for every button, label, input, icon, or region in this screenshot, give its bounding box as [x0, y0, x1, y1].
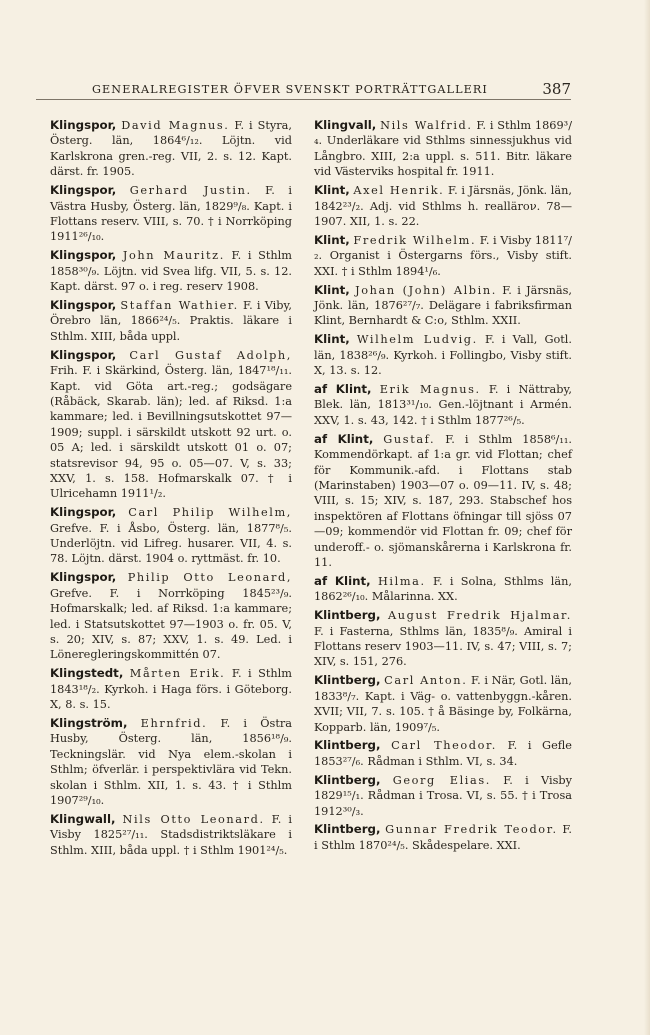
entry-details: F. i När, Gotl. län, 1833⁸/₇. Kapt. i Väg- o. vattenbyggn.-kåren. XVII; VII, 7. s. 105. † å Bäsinge by, Folkärna, Kopparb. län, 1909⁷/₅.: [314, 674, 573, 734]
entry-surname: Klint,: [314, 332, 350, 347]
entry-given-names: Mårten Erik.: [129, 667, 226, 681]
register-entry: [50, 248, 292, 294]
entry-surname: Klint,: [314, 232, 350, 247]
entry-given-names: Johan (John) Albin.: [355, 283, 497, 297]
entry-given-names: Gunnar Fredrik Teodor.: [385, 823, 558, 837]
entry-surname: Klingspor,: [50, 248, 117, 263]
entry-given-names: Nils Walfrid.: [380, 119, 473, 132]
entry-given-names: Carl Gustaf Adolph,: [129, 348, 293, 362]
entry-details: Grefve. F. i Åsbo, Österg. län, 1877⁸/₅. Underlöjtn. vid Lifreg. husarer. VII, 4. s. 78. Löjtn. därst. 1904 o. ryttmäst. fr. 10.: [50, 521, 292, 566]
register-entry: [50, 570, 292, 662]
entry-given-names: Ehrnfrid.: [140, 717, 208, 731]
entry-surname: Klingstedt,: [50, 666, 124, 681]
register-entry: [314, 332, 572, 378]
entry-details: Frih. F. i Skärkind, Österg. län, 1847¹⁸/₁₁. Kapt. vid Göta art.-reg.; godsägare (Råbäck, Skarab. län); led. af Riksd. 1:a kammare; led. i Bevillningsutskottet 97—1909; suppl. i särskildt utskott 92 urt. o. 05 A; led. i särskildt utskott 01 o. 07; statsrevisor 94, 95 o. 05—07. V, s. 33; XXV, 1. s. 158. Hofmarskalk 07. † i Ulricehamn 1911¹/₂.: [50, 364, 292, 501]
register-entry: [50, 183, 292, 245]
register-entry: [50, 118, 292, 180]
entry-given-names: Carl Philip Wilhelm,: [128, 506, 293, 520]
register-entry: [314, 283, 572, 329]
entry-given-names: John Mauritz.: [122, 249, 225, 263]
entry-details: F. i Viby, Örebro län, 1866²⁴/₅. Praktis. läkare i Sthlm. XIII, båda uppl.: [50, 298, 292, 343]
entry-given-names: Georg Elias.: [392, 773, 491, 787]
entry-surname: Klingspor,: [50, 570, 117, 585]
entry-surname: af Klint,: [314, 382, 372, 396]
register-entry: [50, 348, 292, 502]
entry-details: F. i Sthlm 1858⁶/₁₁. Kommendörkapt. af 1:a gr. vid Flottan; chef för Kommunik.-afd. i Flottans stab (Marinstaben) 1903—07 o. 09—11. IV, s. 48; VIII, s. 15; XIV, s. 187, 293. Stabschef hos inspektören af Flottans öfningar till sjöss 07—09; kommendör vid Flottan fr. 09; chef för underoff.- o. sjömanskårerna i Karlskrona fr. 11.: [314, 432, 572, 569]
register-entry: [50, 666, 292, 712]
entry-given-names: Staffan Wathier.: [120, 298, 239, 312]
entry-given-names: August Fredrik Hjalmar.: [387, 609, 572, 623]
register-entry: [314, 432, 572, 571]
entry-surname: Klingspor,: [50, 183, 117, 198]
entry-surname: Klintberg,: [314, 608, 381, 623]
entry-details: F. i Visby 1825²⁷/₁₁. Stadsdistriktsläkare i Sthlm. XIII, båda uppl. † i Sthlm 1901²⁴/₅.: [50, 812, 292, 857]
entry-details: F. i Järsnäs, Jönk. län, 1876²⁷/₇. Delägare i fabriksfirman Klint, Bernhardt & C:o, Sthlm. XXII.: [314, 283, 572, 328]
page-edge-shadow: [644, 0, 650, 1035]
entry-given-names: Wilhelm Ludvig.: [356, 333, 478, 347]
register-entry: [50, 812, 292, 858]
entry-surname: Klintberg,: [314, 738, 381, 753]
entry-given-names: Gustaf.: [383, 432, 436, 446]
entry-surname: Klingspor,: [50, 297, 117, 312]
entry-surname: af Klint,: [314, 573, 371, 588]
register-entry: [50, 298, 292, 344]
entry-surname: Klintberg,: [314, 673, 381, 688]
register-entry: [50, 505, 292, 567]
page-number: 387: [542, 80, 571, 98]
entry-details: F. i Solna, Sthlms län, 1862²⁶/₁₀. Målarinna. XX.: [314, 574, 572, 604]
entry-given-names: Erik Magnus.: [379, 383, 481, 396]
register-entry: [50, 716, 292, 808]
entry-surname: Klingspor,: [50, 347, 117, 362]
header-rule: [36, 99, 571, 100]
entry-given-names: Axel Henrik.: [353, 184, 445, 198]
entry-details: F. i Visby 1811⁷/₂. Organist i Östergarns förs., Visby stift. XXI. † i Sthlm 1894¹/₆.: [314, 233, 572, 278]
entry-given-names: Carl Theodor.: [391, 739, 497, 753]
running-title: GENERALREGISTER ÖFVER SVENSKT PORTRÄTTGALLERI: [92, 83, 488, 96]
left-column: [50, 118, 292, 862]
entry-given-names: David Magnus.: [121, 119, 230, 132]
register-entry: [314, 233, 572, 279]
entry-details: F. i Styra, Österg. län, 1864⁶/₁₂. Löjtn. vid Karlskrona gren.-reg. VII, 2. s. 12. Kapt. därst. fr. 1905.: [50, 119, 293, 179]
entry-surname: Klingwall,: [50, 811, 116, 826]
entry-surname: Klingvall,: [314, 118, 377, 132]
entry-details: F. i Sthlm 1858³⁰/₉. Löjtn. vid Svea lifg. VII, 5. s. 12. Kapt. därst. 97 o. i reg. reserv 1908.: [50, 249, 293, 294]
entry-given-names: Carl Anton.: [384, 674, 468, 688]
entry-details: F. i Sthlm 1870²⁴/₅. Skådespelare. XXI.: [314, 823, 573, 852]
entry-details: F. i Nättraby, Blek. län, 1813³¹/₁₀. Gen.-löjtnant i Armén. XXV, 1. s. 43, 142. † i Sthlm 1877²⁶/₅.: [314, 383, 572, 427]
register-entry: [314, 773, 572, 819]
entry-given-names: Nils Otto Leonard.: [122, 812, 265, 826]
register-entry: [314, 574, 572, 605]
register-entry: [314, 822, 572, 853]
entry-details: F. i Visby 1829¹⁵/₁. Rådman i Trosa. VI, s. 55. † i Trosa 1912³⁰/₃.: [314, 773, 572, 818]
entry-details: F. i Fasterna, Sthlms län, 1835⁸/₉. Amiral i Flottans reserv 1903—11. IV, s. 47; VIII, s. 7; XIV, s. 151, 276.: [314, 624, 572, 669]
entry-surname: af Klint,: [314, 431, 374, 446]
register-entry: [314, 738, 572, 769]
entry-surname: Klingspor,: [50, 118, 117, 132]
entry-given-names: Fredrik Wilhelm.: [353, 233, 477, 247]
entry-details: F. i Sthlm 1869³/₄. Underläkare vid Sthlms sinnessjukhus vid Långbro. XIII, 2:a uppl. s. 511. Bitr. läkare vid Västerviks hospital fr. 1911.: [314, 119, 572, 179]
entry-surname: Klint,: [314, 183, 350, 198]
entry-details: F. i Järsnäs, Jönk. län, 1842²³/₂. Adj. vid Sthlms h. realläroν. 78—1907. XII, 1. s. 22.: [314, 184, 573, 228]
entry-details: F. i Sthlm 1843¹⁸/₂. Kyrkoh. i Haga förs. i Göteborg. X, 8. s. 15.: [50, 667, 292, 712]
entry-surname: Klintberg,: [314, 772, 381, 787]
entry-details: F. i Vall, Gotl. län, 1838²⁶/₉. Kyrkoh. i Follingbo, Visby stift. X, 13. s. 12.: [314, 333, 573, 378]
register-entry: [314, 118, 572, 180]
entry-given-names: Philip Otto Leonard,: [127, 571, 293, 585]
entry-details: F. i Västra Husby, Österg. län, 1829⁹/₈. Kapt. i Flottans reserv. VIII, s. 70. † i Norrköping 1911²⁶/₁₀.: [50, 184, 292, 244]
entry-given-names: Hilma.: [377, 574, 426, 588]
entry-surname: Klintberg,: [314, 822, 381, 837]
register-entry: [314, 608, 572, 670]
right-column: [314, 118, 572, 857]
entry-details: F. i Östra Husby, Österg. län, 1856¹⁸/₉. Teckningslär. vid Nya elem.-skolan i Sthlm; öfverlär. i perspektivlära vid Tekn. skolan i Sthlm. XII, 1. s. 43. † i Sthlm 1907²⁹/₁₀.: [50, 717, 292, 808]
entry-surname: Klingspor,: [50, 505, 117, 520]
register-entry: [314, 673, 572, 735]
entry-details: F. i Gefle 1853²⁷/₆. Rådman i Sthlm. VI, s. 34.: [314, 739, 572, 768]
entry-given-names: Gerhard Justin.: [129, 184, 252, 198]
entry-details: Grefve. F. i Norrköping 1845²³/₉. Hofmarskalk; led. af Riksd. 1:a kammare; led. i Statsutskottet 97—1903 o. fr. 05. V, s. 20; XIV, s. 87; XXV, 1. s. 49. Led. i Löneregleringskommittén 07.: [50, 586, 292, 662]
register-entry: [314, 382, 572, 428]
entry-surname: Klint,: [314, 282, 350, 297]
register-entry: [314, 183, 572, 229]
entry-surname: Klingström,: [50, 716, 128, 731]
